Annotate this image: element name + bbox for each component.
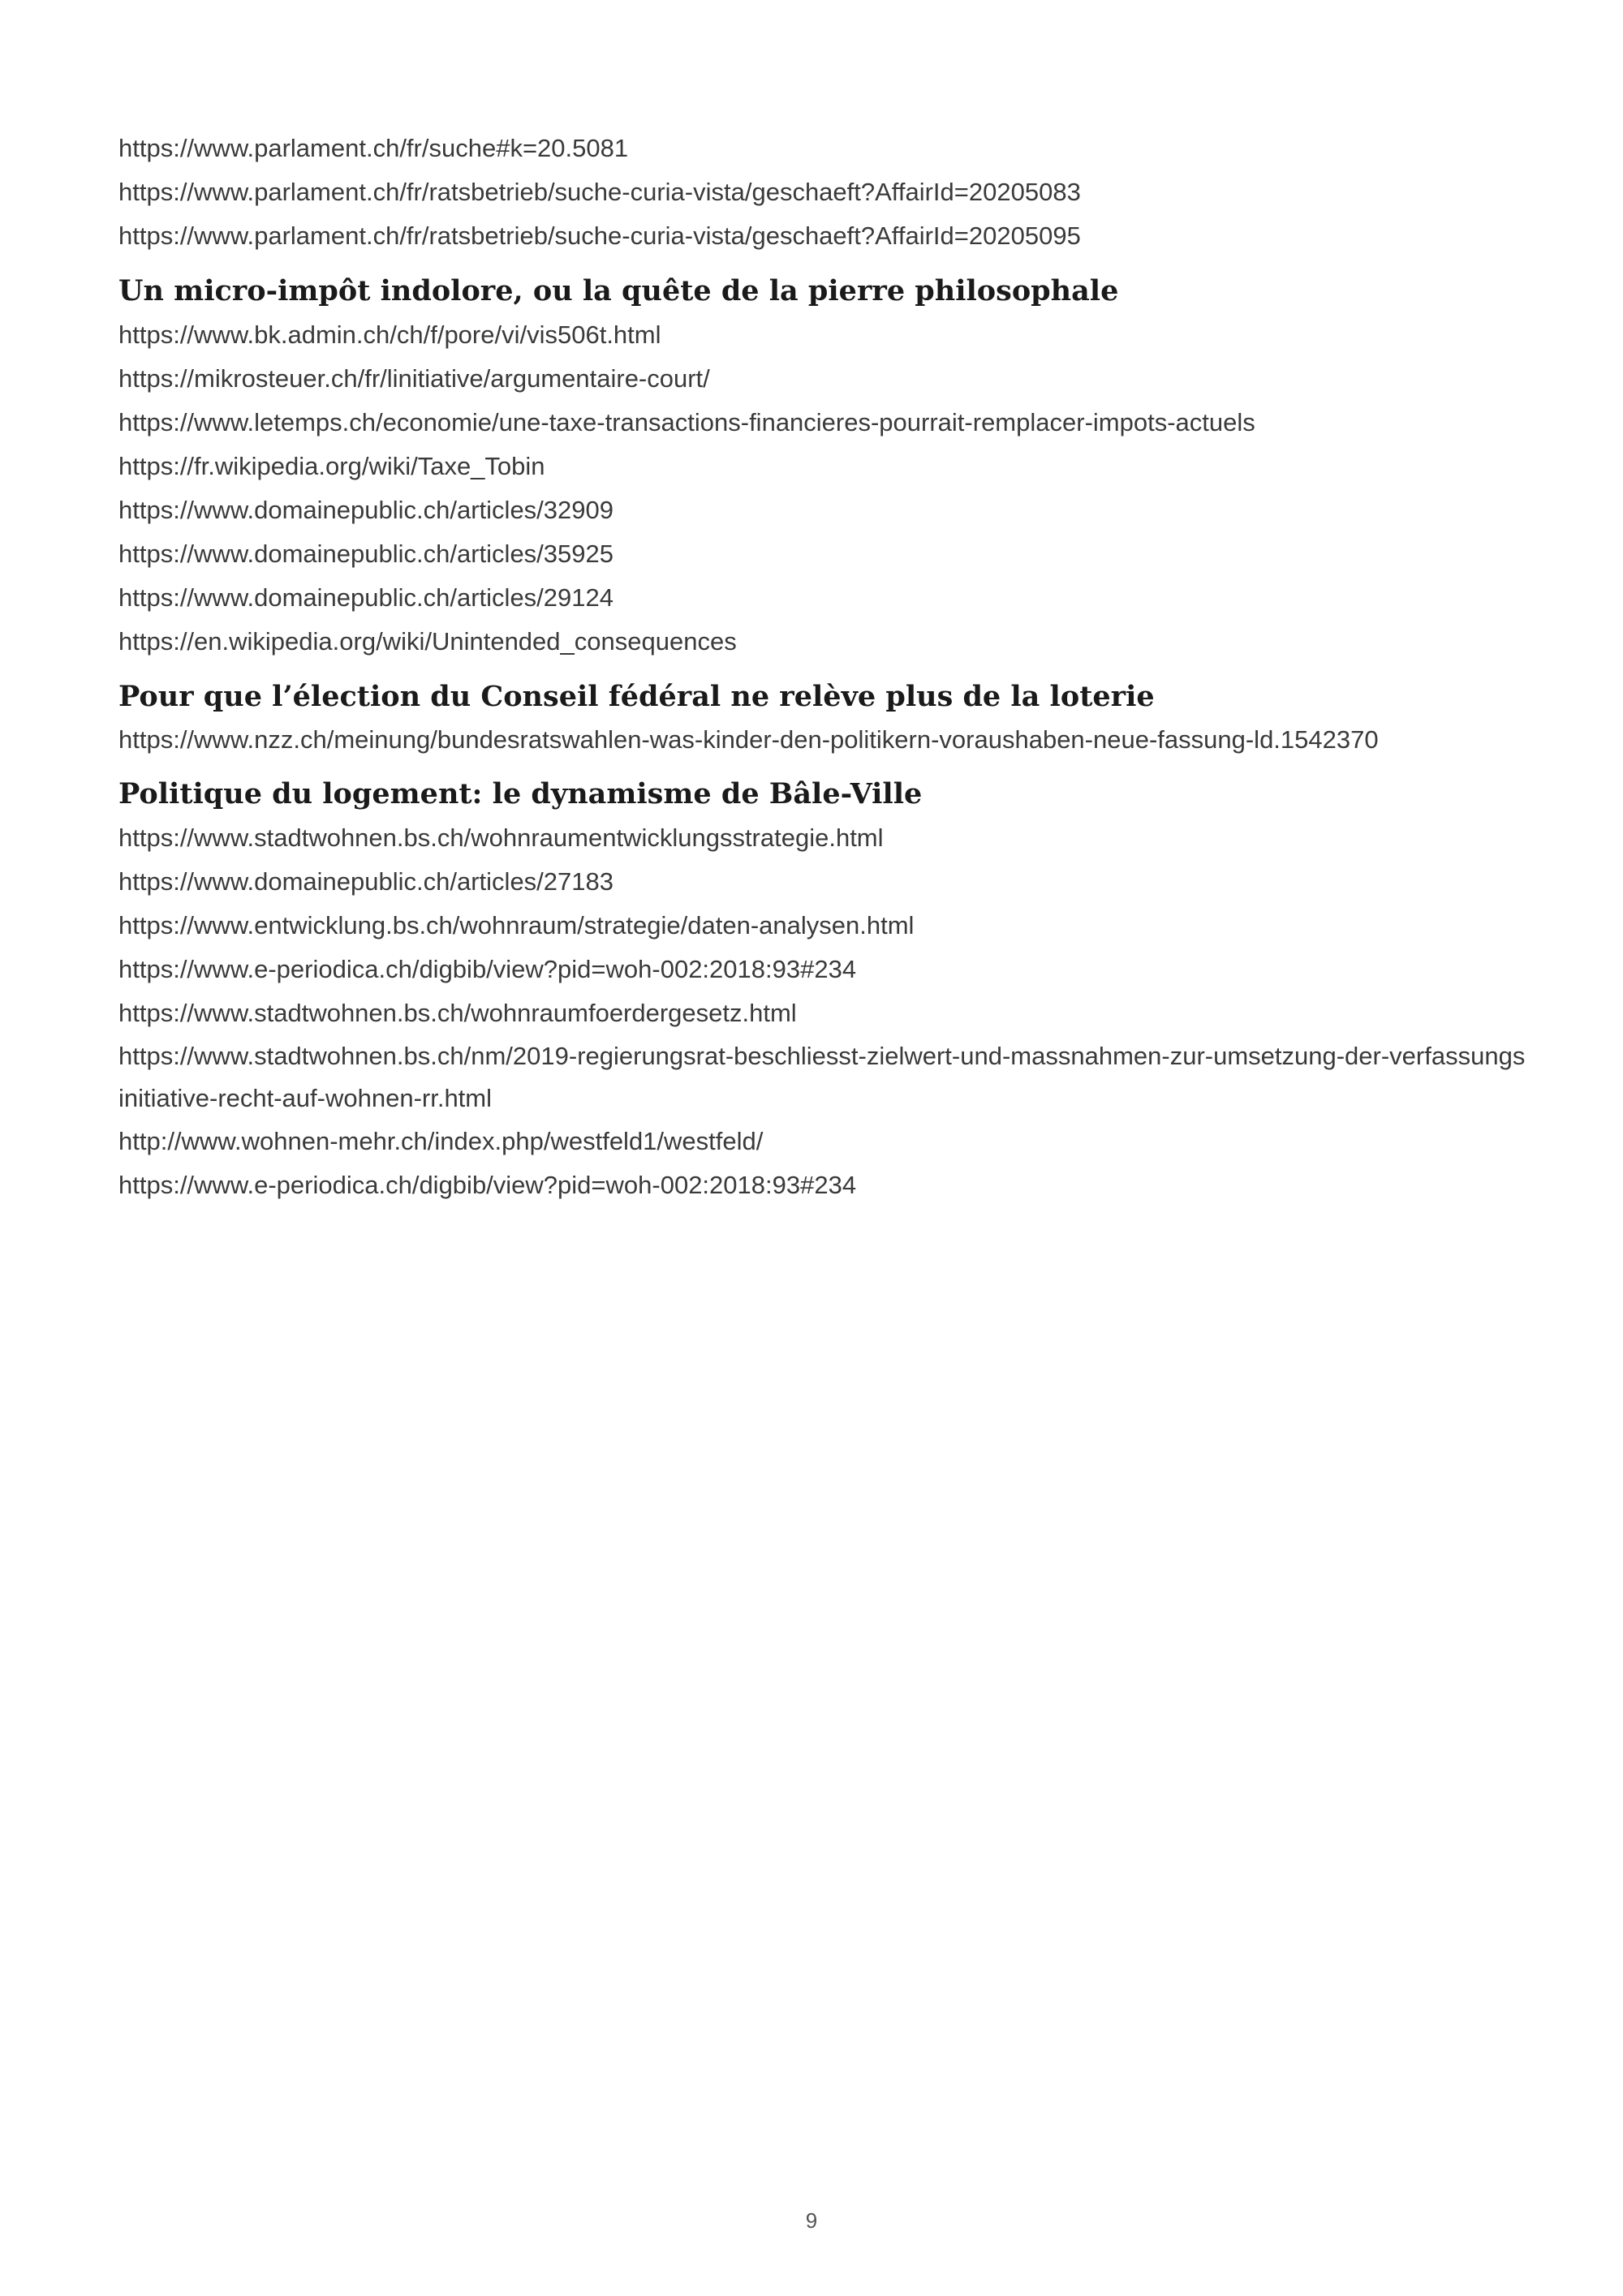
document-body	[118, 127, 1530, 1207]
reference-link[interactable]: https://www.entwicklung.bs.ch/wohnraum/strategie/daten-analysen.html	[118, 911, 915, 939]
reference-link[interactable]: https://www.parlament.ch/fr/suche#k=20.5081	[118, 134, 629, 162]
section-heading: Pour que l’élection du Conseil fédéral ne relève plus de la loterie	[118, 680, 1155, 713]
reference-link[interactable]: https://www.letemps.ch/economie/une-taxe-transactions-financieres-pourrait-remplacer-impots-actuels	[118, 408, 1255, 436]
reference-link[interactable]: https://www.stadtwohnen.bs.ch/wohnraumentwicklungsstrategie.html	[118, 823, 884, 852]
section-micro-impot	[118, 269, 1530, 664]
reference-link[interactable]: https://mikrosteuer.ch/fr/linitiative/argumentaire-court/	[118, 364, 710, 393]
reference-link[interactable]: http://www.wohnen-mehr.ch/index.php/westfeld1/westfeld/	[118, 1127, 764, 1155]
section-logement-bale	[118, 772, 1530, 1207]
reference-link[interactable]: https://www.domainepublic.ch/articles/29124	[118, 583, 613, 612]
reference-link[interactable]: https://en.wikipedia.org/wiki/Unintended_consequences	[118, 627, 737, 656]
reference-link[interactable]: https://www.nzz.ch/meinung/bundesratswahlen-was-kinder-den-politikern-voraushaben-neue-fassung-ld.1542370	[118, 725, 1379, 754]
reference-link[interactable]: https://www.domainepublic.ch/articles/35925	[118, 540, 613, 568]
reference-link[interactable]: https://www.e-periodica.ch/digbib/view?pid=woh-002:2018:93#234	[118, 955, 857, 983]
reference-link[interactable]: https://www.bk.admin.ch/ch/f/pore/vi/vis506t.html	[118, 320, 661, 349]
page-number: 9	[805, 2208, 818, 2233]
section-parliament-links	[118, 127, 1530, 258]
reference-link[interactable]: https://www.e-periodica.ch/digbib/view?pid=woh-002:2018:93#234	[118, 1171, 857, 1199]
reference-link[interactable]: https://fr.wikipedia.org/wiki/Taxe_Tobin	[118, 452, 545, 480]
reference-link[interactable]: https://www.parlament.ch/fr/ratsbetrieb/suche-curia-vista/geschaeft?AffairId=20205083	[118, 178, 1081, 206]
section-heading: Politique du logement: le dynamisme de Bâle-Ville	[118, 777, 923, 810]
reference-link[interactable]: https://www.stadtwohnen.bs.ch/wohnraumfoerdergesetz.html	[118, 999, 797, 1027]
section-conseil-federal	[118, 675, 1530, 761]
reference-link[interactable]: https://www.domainepublic.ch/articles/27183	[118, 867, 613, 896]
reference-link[interactable]: https://www.parlament.ch/fr/ratsbetrieb/suche-curia-vista/geschaeft?AffairId=20205095	[118, 221, 1081, 250]
section-heading: Un micro-impôt indolore, ou la quête de la pierre philosophale	[118, 274, 1119, 307]
reference-link[interactable]: https://www.stadtwohnen.bs.ch/nm/2019-regierungsrat-beschliesst-zielwert-und-massnahmen-zur-umsetzung-der-verfassungsinitiative-recht-auf-wohnen-rr.html	[118, 1042, 1526, 1112]
reference-link[interactable]: https://www.domainepublic.ch/articles/32909	[118, 496, 613, 524]
